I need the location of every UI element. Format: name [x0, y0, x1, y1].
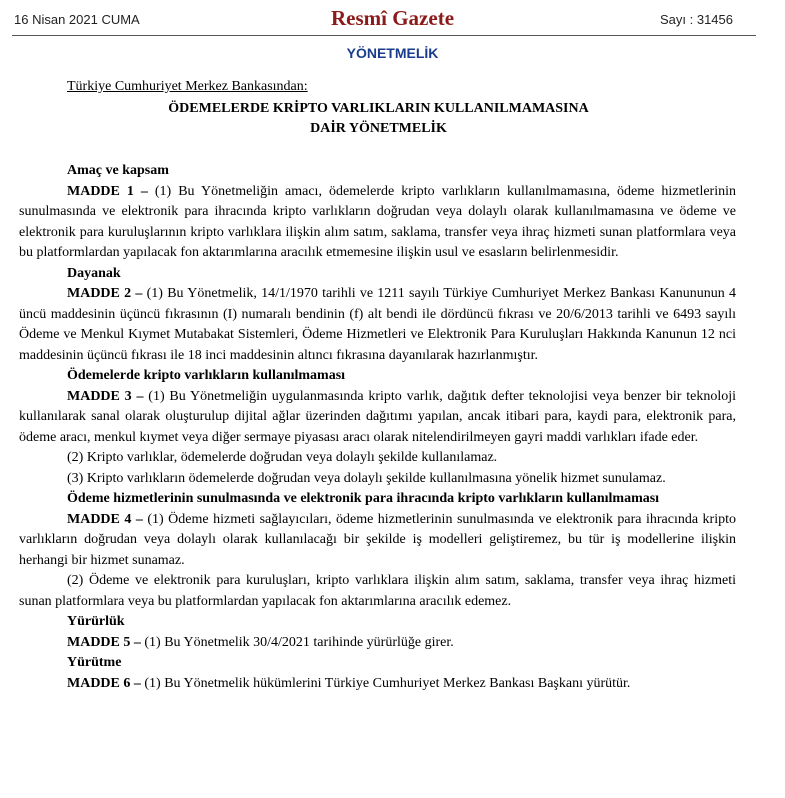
paragraph-text: (2) Ödeme ve elektronik para kuruluşları, kripto varlıklara ilişkin alım satım, saklama, transfer veya ihraç hizmeti sunan platformlara veya bu platformlardan yapılacak fon aktarımlarına aracılık edemez. — [19, 573, 736, 609]
madde-label: MADDE 3 – — [67, 388, 144, 404]
madde-label: MADDE 2 – — [67, 286, 143, 301]
madde-label: MADDE 4 – — [67, 511, 143, 527]
title-line-2: DAİR YÖNETMELİK — [310, 121, 447, 136]
issue-number: Sayı : 31456 — [660, 12, 733, 27]
madde-label: MADDE 6 – — [67, 675, 141, 691]
section-type: YÖNETMELİK — [346, 45, 439, 61]
paragraph-text: (1) Bu Yönetmeliğin uygulanmasında kripto varlık, dağıtık defter teknolojisi veya benzer bir teknoloji kullanılarak sanal olarak oluşturulup dijital ağlar üzerinden dağıtımı yapılan, ancak itibari para, kaydi para, elektronik para, ödeme aracı, menkul kıymet veya diğer sermaye piyasası aracı olarak nitelendirilmeyen gayri maddi varlıkları ifade eder. — [19, 388, 736, 445]
article-paragraph — [19, 469, 736, 490]
document-title — [0, 99, 757, 139]
article-paragraph — [19, 182, 736, 264]
madde-label: MADDE 5 – — [67, 634, 141, 650]
title-line-1: ÖDEMELERDE KRİPTO VARLIKLARIN KULLANILMAMASINA — [168, 101, 589, 116]
header-divider — [12, 35, 756, 36]
document-body — [19, 161, 736, 694]
article-paragraph — [19, 284, 736, 366]
gazette-header — [0, 0, 785, 34]
article-heading: Yürürlük — [67, 614, 125, 629]
article-paragraph — [19, 448, 736, 469]
paragraph-text: (1) Bu Yönetmelik 30/4/2021 tarihinde yürürlüğe girer. — [140, 634, 454, 650]
paragraph-text: (1) Bu Yönetmelik, 14/1/1970 tarihli ve 1211 sayılı Türkiye Cumhuriyet Merkez Bankası Kanununun 4 üncü maddesinin üçüncü fıkrasının (I) numaralı bendinin (f) alt bendi ile dördüncü fıkrası ve 20/6/2013 tarihli ve 6493 sayılı Ödeme ve Menkul Kıymet Mutabakat Sistemleri, Ödeme Hizmetleri ve Elektronik Para Kuruluşları Hakkında Kanunun 12 nci maddesinin üçüncü fıkrası ile 18 inci maddesinin altıncı fıkrasına dayanılarak hazırlanmıştır. — [19, 286, 736, 363]
paragraph-text: (1) Ödeme hizmeti sağlayıcıları, ödeme hizmetlerinin sunulmasında ve elektronik para ihracında kripto varlıkların doğrudan veya dolaylı olarak kullanılacağı bir şekilde iş modelleri geliştiremez, bu tür iş modellerine ilişkin herhangi bir hizmet sunamaz. — [19, 511, 736, 568]
article-paragraph — [19, 633, 736, 654]
paragraph-text: (2) Kripto varlıklar, ödemelerde doğrudan veya dolaylı şekilde kullanılamaz. — [67, 450, 498, 465]
article-heading: Ödeme hizmetlerinin sunulmasında ve elektronik para ihracında kripto varlıkların kullanılmaması — [67, 491, 660, 506]
madde-label: MADDE 1 – — [67, 183, 148, 199]
article-paragraph — [19, 571, 736, 612]
paragraph-text: (1) Bu Yönetmelik hükümlerini Türkiye Cumhuriyet Merkez Bankası Başkanı yürütür. — [140, 675, 631, 691]
paragraph-text: (3) Kripto varlıkların ödemelerde doğrudan veya dolaylı şekilde kullanılmasına yönelik hizmet sunulamaz. — [67, 470, 666, 486]
issuer-line: Türkiye Cumhuriyet Merkez Bankasından: — [67, 79, 308, 94]
gazette-name: Resmî Gazete — [330, 6, 455, 30]
article-heading: Ödemelerde kripto varlıkların kullanılmaması — [67, 368, 346, 383]
article-paragraph — [19, 387, 736, 449]
header-date: 16 Nisan 2021 CUMA — [14, 12, 140, 27]
article-heading: Amaç ve kapsam — [67, 163, 169, 178]
paragraph-text: (1) Bu Yönetmeliğin amacı, ödemelerde kripto varlıkların kullanılmamasına, ödeme hizmetlerinin sunulmasında ve elektronik para ihracında kripto varlıkların doğrudan veya dolaylı olarak kullanılmamasına ve ödeme ve elektronik para kuruluşlarının kripto varlıklara ilişkin alım satım, saklama, transfer veya ihraç hizmeti sunan platformlara veya bu platformlardan yapılacak fon aktarımlarına aracılık etmemesine ilişkin usul ve esasların belirlenmesidir. — [19, 183, 736, 260]
article-heading: Dayanak — [67, 265, 121, 281]
article-paragraph — [19, 510, 736, 572]
article-paragraph — [19, 674, 736, 695]
article-heading: Yürütme — [67, 655, 122, 670]
